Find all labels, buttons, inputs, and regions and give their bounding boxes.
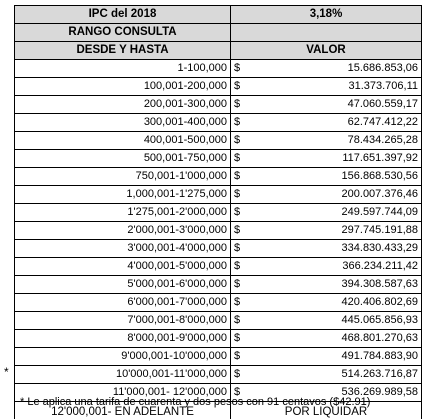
- range-cell: 5'000,001-6'000,000: [15, 276, 231, 294]
- last-value-cell: POR LIQUIDAR: [231, 402, 422, 419]
- range-cell: 500,001-750,000: [15, 150, 231, 168]
- table-row: [15, 132, 422, 150]
- range-cell: 11'000,001- 12'000,000: [15, 384, 231, 402]
- currency-symbol: $: [234, 206, 241, 218]
- value-wrap: [234, 132, 418, 149]
- amount: 31.373.706,11: [348, 80, 418, 92]
- range-cell: 10'000,001-11'000,000: [15, 366, 231, 384]
- currency-symbol: $: [234, 80, 241, 92]
- currency-symbol: $: [234, 278, 241, 290]
- currency-symbol: $: [234, 314, 241, 326]
- range-cell: 1,000,001-1'275,000: [15, 186, 231, 204]
- amount: 78.434.265,28: [347, 134, 418, 146]
- table-row: [15, 78, 422, 96]
- amount: 249.597.744,09: [341, 206, 418, 218]
- range-cell: 100,001-200,000: [15, 78, 231, 96]
- amount: 47.060.559,17: [347, 98, 418, 110]
- rango-blank-cell: [231, 24, 422, 42]
- currency-symbol: $: [234, 152, 241, 164]
- value-wrap: [234, 312, 418, 329]
- value-cell: [231, 330, 422, 348]
- amount: 514.263.716,87: [341, 368, 418, 380]
- value-wrap: [234, 60, 418, 77]
- table-row: [15, 240, 422, 258]
- range-cell: 200,001-300,000: [15, 96, 231, 114]
- value-wrap: [234, 366, 418, 383]
- value-wrap: [234, 78, 418, 95]
- amount: 15.686.853,06: [347, 62, 418, 74]
- value-cell: [231, 96, 422, 114]
- table-row: [15, 276, 422, 294]
- currency-symbol: $: [234, 296, 241, 308]
- table-row: [15, 96, 422, 114]
- value-cell: [231, 168, 422, 186]
- value-wrap: [234, 96, 418, 113]
- currency-symbol: $: [234, 260, 241, 272]
- range-cell: 7'000,001-8'000,000: [15, 312, 231, 330]
- last-range-cell: 12'000,001- EN ADELANTE: [15, 402, 231, 419]
- amount: 297.745.191,88: [341, 224, 418, 236]
- range-cell: 400,001-500,000: [15, 132, 231, 150]
- currency-symbol: $: [234, 368, 241, 380]
- range-cell: 8'000,001-9'000,000: [15, 330, 231, 348]
- ipc-value: 3,18%: [231, 6, 422, 24]
- range-cell: 4'000,001-5'000,000: [15, 258, 231, 276]
- value-wrap: [234, 348, 418, 365]
- table-row: [15, 222, 422, 240]
- table-row: [15, 366, 422, 384]
- value-wrap: [234, 240, 418, 257]
- table-row: [15, 204, 422, 222]
- value-cell: [231, 312, 422, 330]
- currency-symbol: $: [234, 332, 241, 344]
- range-cell: 2'000,001-3'000,000: [15, 222, 231, 240]
- value-cell: [231, 276, 422, 294]
- table-row: [15, 186, 422, 204]
- value-cell: [231, 132, 422, 150]
- table-row: [15, 258, 422, 276]
- table-row: [15, 150, 422, 168]
- fee-table: [14, 5, 422, 419]
- value-cell: [231, 114, 422, 132]
- table-row: [15, 348, 422, 366]
- value-wrap: [234, 258, 418, 275]
- currency-symbol: $: [234, 170, 241, 182]
- value-wrap: [234, 150, 418, 167]
- value-wrap: [234, 222, 418, 239]
- range-cell: 6'000,001-7'000,000: [15, 294, 231, 312]
- value-cell: [231, 240, 422, 258]
- value-wrap: [234, 114, 418, 131]
- rango-header-row: [15, 24, 422, 42]
- amount: 366.234.211,42: [342, 260, 418, 272]
- range-cell: 1'275,001-2'000,000: [15, 204, 231, 222]
- amount: 117.651.397,92: [342, 152, 418, 164]
- table-row: [15, 294, 422, 312]
- range-cell: 1-100,000: [15, 60, 231, 78]
- footnote: * Le aplica una tarifa de cuarenta y dos pesos con 91 centavos ($42.91): [20, 396, 371, 408]
- amount: 420.406.802,69: [341, 296, 418, 308]
- value-wrap: [234, 330, 418, 347]
- amount: 200.007.376,46: [341, 188, 418, 200]
- value-cell: [231, 366, 422, 384]
- range-cell: 750,001-1'000,000: [15, 168, 231, 186]
- value-wrap: [234, 168, 418, 185]
- fee-table-body: [15, 6, 422, 419]
- value-cell: [231, 204, 422, 222]
- currency-symbol: $: [234, 116, 241, 128]
- amount: 394.308.587,63: [341, 278, 418, 290]
- amount: 156.868.530,56: [341, 170, 418, 182]
- value-cell: [231, 294, 422, 312]
- currency-symbol: $: [234, 98, 241, 110]
- desde-hasta-label: DESDE Y HASTA: [15, 42, 231, 60]
- table-row: [15, 330, 422, 348]
- range-cell: 3'000,001-4'000,000: [15, 240, 231, 258]
- value-wrap: [234, 276, 418, 293]
- amount: 445.065.856,93: [341, 314, 418, 326]
- range-cell: 9'000,001-10'000,000: [15, 348, 231, 366]
- rango-label: RANGO CONSULTA: [15, 24, 231, 42]
- currency-symbol: $: [234, 62, 241, 74]
- amount: 536.269.989,58: [341, 386, 418, 398]
- currency-symbol: $: [234, 224, 241, 236]
- ipc-label: IPC del 2018: [15, 6, 231, 24]
- amount: 62.747.412,22: [347, 116, 418, 128]
- range-cell: 300,001-400,000: [15, 114, 231, 132]
- currency-symbol: $: [234, 350, 241, 362]
- amount: 334.830.433,29: [341, 242, 418, 254]
- value-cell: [231, 222, 422, 240]
- currency-symbol: $: [234, 134, 241, 146]
- table-row: [15, 114, 422, 132]
- ipc-header-row: [15, 6, 422, 24]
- table-row: [15, 168, 422, 186]
- amount: 491.784.883,90: [341, 350, 418, 362]
- value-cell: [231, 348, 422, 366]
- table-row: [15, 60, 422, 78]
- asterisk-marker: *: [4, 365, 9, 379]
- currency-symbol: $: [234, 188, 241, 200]
- value-cell: [231, 78, 422, 96]
- value-wrap: [234, 204, 418, 221]
- currency-symbol: $: [234, 242, 241, 254]
- value-wrap: [234, 186, 418, 203]
- valor-label: VALOR: [231, 42, 422, 60]
- currency-symbol: $: [234, 386, 241, 398]
- value-cell: [231, 150, 422, 168]
- value-cell: [231, 60, 422, 78]
- value-cell: [231, 186, 422, 204]
- amount: 468.801.270,63: [341, 332, 418, 344]
- value-wrap: [234, 294, 418, 311]
- value-cell: [231, 258, 422, 276]
- column-header-row: [15, 42, 422, 60]
- table-row: [15, 312, 422, 330]
